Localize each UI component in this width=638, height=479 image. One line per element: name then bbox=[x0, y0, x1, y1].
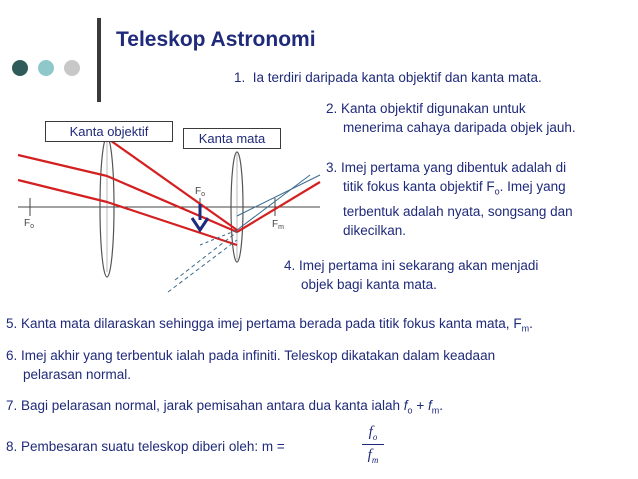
decor-dot-2 bbox=[38, 60, 54, 76]
ray-middle bbox=[18, 180, 107, 202]
fo-left-label: $F_o$ bbox=[24, 218, 35, 230]
point-3-sub: o bbox=[494, 186, 500, 197]
decor-dot-3 bbox=[64, 60, 80, 76]
point-5-end: . bbox=[529, 316, 533, 331]
point-7-fm: f bbox=[427, 398, 432, 413]
point-8-text: Pembesaran suatu teleskop diberi oleh: m = bbox=[21, 439, 285, 454]
eyepiece-label-box: Kanta mata bbox=[183, 128, 281, 149]
point-3-line2b: . Imej yang bbox=[499, 179, 566, 194]
point-7-fo: f bbox=[403, 398, 408, 413]
point-7-plus: + bbox=[412, 398, 428, 413]
point-3-line1: Imej pertama yang dibentuk adalah di bbox=[341, 160, 567, 175]
point-1-num: 1. bbox=[234, 70, 246, 85]
point-2-line1: Kanta objektif digunakan untuk bbox=[341, 101, 526, 116]
point-2-line2: menerima cahaya daripada objek jauh. bbox=[343, 120, 576, 135]
denominator-sub: m bbox=[371, 455, 379, 465]
objective-label-box: Kanta objektif bbox=[45, 121, 173, 142]
decor-dot-1 bbox=[12, 60, 28, 76]
dashed-line-1 bbox=[175, 232, 237, 280]
fm-right-label: $F_m$ bbox=[272, 219, 284, 231]
fraction-bar bbox=[362, 444, 384, 445]
page-title: Teleskop Astronomi bbox=[116, 28, 316, 51]
point-6-line2: pelarasan normal. bbox=[23, 367, 132, 382]
denominator-f: f bbox=[367, 447, 372, 463]
point-4-num: 4. bbox=[284, 258, 296, 273]
point-3-line2a: titik fokus kanta objektif F bbox=[343, 179, 495, 194]
point-2-num: 2. bbox=[326, 101, 338, 116]
ray-top bbox=[18, 155, 107, 176]
fraction-numerator bbox=[362, 424, 384, 442]
point-4-line1: Imej pertama ini sekarang akan menjadi bbox=[299, 258, 539, 273]
point-3-num: 3. bbox=[326, 160, 338, 175]
numerator-sub: o bbox=[372, 432, 378, 442]
point-7-fm-sub: m bbox=[431, 405, 440, 416]
point-6-line1: Imej akhir yang terbentuk ialah pada infiniti. Teleskop dikatakan dalam keadaan bbox=[21, 348, 496, 363]
point-7-end: . bbox=[439, 398, 443, 413]
point-5-text: Kanta mata dilaraskan sehingga imej pertama berada pada titik fokus kanta mata, F bbox=[21, 316, 522, 331]
point-5-sub: m bbox=[521, 323, 530, 334]
numerator-f: f bbox=[368, 424, 373, 440]
point-7 bbox=[6, 396, 443, 421]
point-1 bbox=[234, 68, 542, 87]
point-1-text: Ia terdiri daripada kanta objektif dan kanta mata. bbox=[252, 70, 542, 85]
point-5 bbox=[6, 314, 533, 339]
point-3 bbox=[326, 158, 573, 240]
point-7-num: 7. bbox=[6, 398, 18, 413]
magnification-fraction bbox=[362, 424, 384, 465]
fo-top-label: $F_o$ bbox=[195, 186, 206, 198]
fraction-denominator bbox=[362, 447, 384, 465]
point-8 bbox=[6, 437, 285, 456]
dashed-line-2 bbox=[168, 240, 237, 292]
point-7-fo-sub: o bbox=[407, 405, 413, 416]
point-5-num: 5. bbox=[6, 316, 18, 331]
point-8-num: 8. bbox=[6, 439, 18, 454]
point-6-num: 6. bbox=[6, 348, 18, 363]
point-6 bbox=[6, 346, 495, 384]
point-4-line2: objek bagi kanta mata. bbox=[301, 277, 437, 292]
point-4 bbox=[284, 256, 538, 294]
point-7-text: Bagi pelarasan normal, jarak pemisahan antara dua kanta ialah bbox=[21, 398, 404, 413]
title-divider bbox=[97, 18, 101, 102]
point-3-line3: terbentuk adalah nyata, songsang dan bbox=[343, 203, 573, 219]
point-3-line4: dikecilkan. bbox=[343, 222, 407, 238]
solid-line-1 bbox=[237, 175, 320, 216]
point-2 bbox=[326, 99, 576, 137]
